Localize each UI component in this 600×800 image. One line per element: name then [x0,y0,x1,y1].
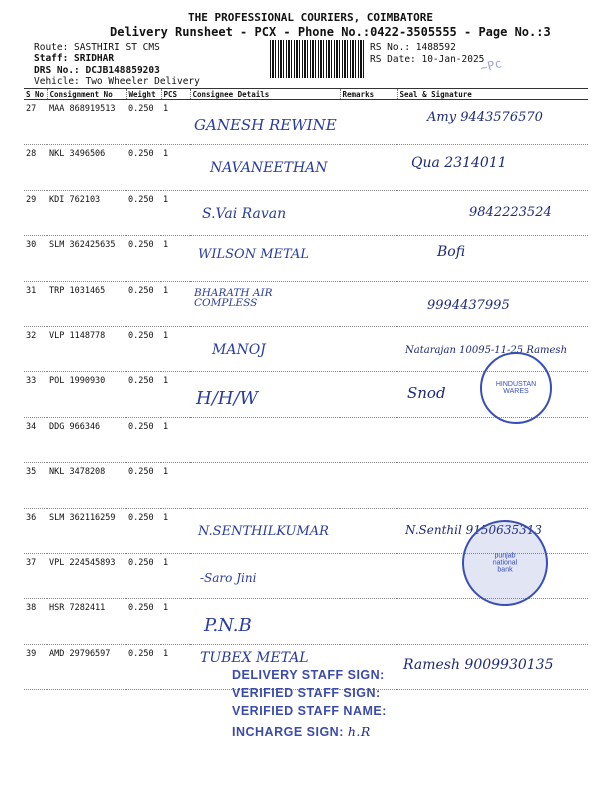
row-sno: 31 [24,281,47,326]
signature-handwriting: N.Senthil 9150635313 [405,522,542,537]
consignee-handwriting: MANOJ [212,341,266,358]
row-consignment: SLM 362116259 [47,508,126,553]
row-sno: 38 [24,599,47,644]
row-sno: 39 [24,644,47,689]
row-remarks [340,508,397,553]
table-row [24,100,588,145]
row-consignee-cell [190,599,340,644]
row-consignee-cell [190,190,340,235]
consignee-handwriting: P.N.B [204,615,252,637]
consignee-handwriting: GANESH REWINE [194,116,337,134]
row-consignment: HSR 7282411 [47,599,126,644]
runsheet-subtitle: Delivery Runsheet - PCX - Phone No.:0422-3505555 - Page No.:3 [110,25,551,39]
signature-handwriting: Ramesh 9009930135 [403,656,554,673]
row-consignee-cell [190,508,340,553]
row-pcs: 1 [161,372,190,417]
row-consignee-cell [190,372,340,417]
row-consignee-cell [190,145,340,190]
row-consignment: AMD 29796597 [47,644,126,689]
consignee-handwriting: BHARATH AIR COMPLESS [194,286,273,310]
row-sno: 34 [24,417,47,462]
vehicle: Vehicle: Two Wheeler Delivery [34,76,200,87]
row-pcs: 1 [161,553,190,598]
row-consignee-cell [190,100,340,145]
row-weight: 0.250 [126,236,161,281]
row-weight: 0.250 [126,508,161,553]
row-sno: 37 [24,553,47,598]
incharge-signature: h.R [347,724,371,739]
hindustan-wares-seal [480,352,552,424]
route: Route: SASTHIRI ST CMS [34,42,160,53]
consignee-handwriting: WILSON METAL [198,247,309,263]
row-weight: 0.250 [126,145,161,190]
row-remarks [340,599,397,644]
verified-staff-sign-label: VERIFIED STAFF SIGN: [232,686,381,700]
table-row [24,236,588,281]
signature-handwriting: Natarajan 10095-11-25 Ramesh [405,344,568,356]
row-remarks [340,326,397,371]
row-pcs: 1 [161,508,190,553]
row-signature-cell [397,463,588,508]
row-sno: 35 [24,463,47,508]
row-pcs: 1 [161,599,190,644]
row-signature-cell [397,417,588,462]
row-pcs: 1 [161,100,190,145]
consignee-handwriting: TUBEX METAL [200,649,309,666]
drs-number: DRS No.: DCJB148859203 [34,65,160,76]
row-signature-cell [397,100,588,145]
row-weight: 0.250 [126,281,161,326]
signature-handwriting: 9842223524 [469,204,552,220]
row-pcs: 1 [161,463,190,508]
incharge-sign-label: INCHARGE SIGN: h.R [232,724,371,739]
row-consignee-cell [190,281,340,326]
row-remarks [340,417,397,462]
consignee-handwriting: S.Vai Ravan [202,205,287,222]
row-sno: 27 [24,100,47,145]
row-consignment: NKL 3496506 [47,145,126,190]
row-weight: 0.250 [126,644,161,689]
col-consignee: Consignee Details [190,89,340,100]
pnb-seal-text: punjab national bank [492,552,518,574]
row-consignee-cell [190,463,340,508]
row-weight: 0.250 [126,599,161,644]
signature-handwriting: Bofi [437,244,466,261]
row-signature-cell [397,190,588,235]
row-consignment: KDI 762103 [47,190,126,235]
row-sno: 32 [24,326,47,371]
verification-stamp [232,660,492,760]
row-weight: 0.250 [126,100,161,145]
row-signature-cell [397,145,588,190]
row-signature-cell [397,281,588,326]
consignee-handwriting: NAVANEETHAN [210,160,328,177]
table-row [24,281,588,326]
row-pcs: 1 [161,190,190,235]
row-pcs: 1 [161,145,190,190]
col-signature: Seal & Signature [397,89,588,100]
row-consignment: DDG 966346 [47,417,126,462]
row-consignment: TRP 1031465 [47,281,126,326]
row-pcs: 1 [161,236,190,281]
row-consignment: VPL 224545893 [47,553,126,598]
table-row [24,145,588,190]
row-pcs: 1 [161,644,190,689]
row-remarks [340,145,397,190]
row-pcs: 1 [161,281,190,326]
row-sno: 29 [24,190,47,235]
row-weight: 0.250 [126,190,161,235]
row-sno: 30 [24,236,47,281]
consignee-handwriting: N.SENTHILKUMAR [198,523,329,539]
row-weight: 0.250 [126,417,161,462]
row-signature-cell [397,236,588,281]
table-row [24,463,588,508]
consignee-handwriting: H/H/W [196,388,259,410]
col-remarks: Remarks [340,89,397,100]
row-consignee-cell [190,417,340,462]
rs-number: RS No.: 1488592 [370,42,456,53]
row-consignment: POL 1990930 [47,372,126,417]
row-weight: 0.250 [126,372,161,417]
col-sno: S No [24,89,47,100]
row-weight: 0.250 [126,553,161,598]
row-consignee-cell [190,553,340,598]
table-header [24,89,588,100]
table-row [24,190,588,235]
company-title: THE PROFESSIONAL COURIERS, COIMBATORE [188,11,434,24]
row-remarks [340,372,397,417]
signature-handwriting: Snod [407,384,446,403]
row-remarks [340,281,397,326]
row-remarks [340,553,397,598]
col-pcs: PCS [161,89,190,100]
row-sno: 28 [24,145,47,190]
consignee-handwriting: -Saro Jini [200,570,257,585]
pnb-bank-seal [462,520,548,606]
staff: Staff: SRIDHAR [34,53,115,64]
row-consignment: SLM 362425635 [47,236,126,281]
table-row [24,417,588,462]
row-remarks [340,236,397,281]
signature-handwriting: Amy 9443576570 [427,110,543,125]
faint-stamp-mark: ~Pc [478,56,504,76]
row-remarks [340,463,397,508]
row-signature-cell [397,599,588,644]
signature-handwriting: 9994437995 [427,297,510,313]
verified-staff-name-label: VERIFIED STAFF NAME: [232,704,387,718]
row-pcs: 1 [161,326,190,371]
row-consignment: NKL 3478208 [47,463,126,508]
barcode [270,40,365,78]
col-consignment: Consignment No [47,89,126,100]
col-weight: Weight [126,89,161,100]
rs-date: RS Date: 10-Jan-2025 [370,54,485,65]
row-consignee-cell [190,326,340,371]
row-remarks [340,100,397,145]
row-pcs: 1 [161,417,190,462]
row-consignment: MAA 868919513 [47,100,126,145]
row-remarks [340,190,397,235]
row-consignee-cell [190,236,340,281]
signature-handwriting: Qua 2314011 [411,155,507,172]
hindustan-seal-text: HINDUSTAN WARES [495,381,537,395]
delivery-staff-sign-label: DELIVERY STAFF SIGN: [232,668,385,682]
row-sno: 33 [24,372,47,417]
row-weight: 0.250 [126,326,161,371]
row-consignment: VLP 1148778 [47,326,126,371]
row-weight: 0.250 [126,463,161,508]
row-sno: 36 [24,508,47,553]
